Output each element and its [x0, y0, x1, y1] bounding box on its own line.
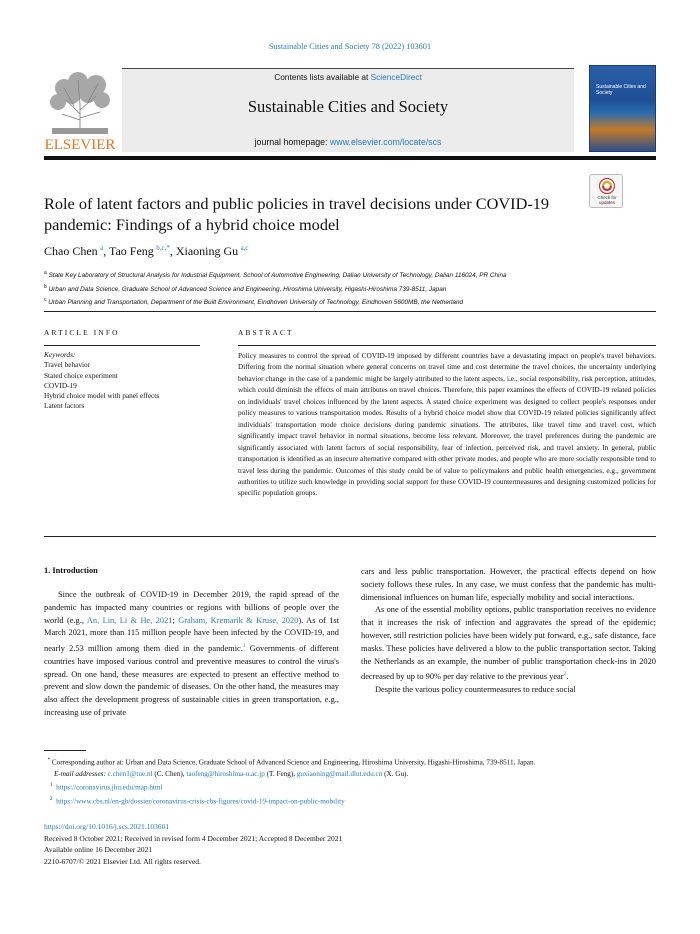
keyword-item: COVID-19 [44, 380, 77, 390]
contents-line [122, 72, 574, 82]
abstract-heading: ABSTRACT [238, 328, 294, 337]
affiliation-mark: c [44, 297, 47, 304]
author-list: Chao Chen $^a$, Tao Feng $^{b,c,*}$, Xiaoning Gu $^{a,c}$ [44, 244, 249, 258]
email-link[interactable]: c.chen1@tue.nl [107, 769, 153, 778]
paragraph-text: Since the outbreak of COVID-19 in December 2019, the rapid spread of the pandemic has impacted many countries or regions with billions of people over the world (e.g., [44, 590, 339, 625]
keyword-item: Hybrid choice model with panel effects [44, 391, 160, 401]
keyword-item: Travel behavior [44, 360, 91, 370]
affiliation-text: Urban and Data Science, Graduate School of Advanced Science and Engineering, Hiroshima University, Higashi-Hiroshima 739-8511, Japan [48, 285, 447, 293]
citation-link[interactable]: Graham, Kremarik & Kruse, 2020 [178, 615, 299, 625]
footnote-ref[interactable]: 2 [563, 671, 567, 678]
affiliation-line [44, 295, 656, 309]
paragraph-text: Governments of different countries have imposed various control and preventive measures to control the virus's spread. On one hand, these measures are expected to present an effective method to prevent and slow down the pandemic of diseases. On the other hand, the measures may also affect the development progress of sustainable cities in green transportation, e.g., increasing use of private [44, 643, 339, 717]
citation-link[interactable]: An, Lin, Li & He, 2021 [86, 615, 173, 625]
divider [238, 345, 656, 346]
paragraph [361, 604, 656, 684]
divider [44, 536, 656, 537]
footnote-rule [44, 750, 86, 751]
footnote-url-link[interactable]: https://www.cbs.nl/en-gb/dossier/coronavirus-crisis-cbs-figures/covid-19-impact-on-public-mobility [56, 797, 345, 806]
affiliation-text: Urban Planning and Transportation, Department of the Built Environment, Eindhoven University of Technology, Eindhoven 5600MB, the Netherland [48, 299, 464, 307]
affiliation-line [44, 268, 656, 282]
cover-title: Sustainable Cities and Society [596, 84, 646, 96]
doi-link[interactable]: https://doi.org/10.1016/j.scs.2021.103601 [44, 822, 170, 831]
journal-homepage-link[interactable]: www.elsevier.com/locate/scs [329, 137, 442, 147]
footnote-2 [44, 794, 656, 808]
asterisk-mark: * [47, 758, 51, 763]
contents-prefix: Contents lists available at [274, 72, 369, 82]
author-name[interactable]: Tao Feng [108, 244, 154, 258]
paragraph: cars and less public transportation. However, the practical effects depend on how society follows these rules. In any case, we must confess that the pandemic has multi-dimensional influences on human life, especially mobility and social interactions. [361, 567, 656, 602]
author-affiliation-mark[interactable]: a [100, 244, 104, 252]
paragraph: Despite the various policy countermeasures to reduce social [375, 684, 576, 694]
footnotes [44, 755, 656, 807]
section-heading-introduction: 1. Introduction [44, 566, 98, 575]
paragraph-text: . [566, 672, 569, 682]
check-updates-label: Check for updates [597, 195, 617, 205]
footnote-text: Corresponding author at: Urban and Data Science, Graduate School of Advanced Science and Engineering, Hiroshima University, Higashi-Hiroshima, 739-8511, Japan. [51, 758, 536, 767]
check-for-updates-button[interactable] [589, 174, 623, 208]
body-column-left [44, 589, 339, 720]
body-column-right [361, 566, 656, 697]
email-owner: (X. Gu). [382, 769, 409, 778]
footnote-ref[interactable]: 1 [242, 643, 246, 650]
received-dates: Received 8 October 2021; Received in revised form 4 December 2021; Accepted 8 December 2021 [44, 833, 343, 843]
elsevier-logo [44, 70, 116, 152]
email-link[interactable]: guxiaoning@mail.dlut.edu.cn [296, 769, 383, 778]
journal-reference-link[interactable]: Sustainable Cities and Society 78 (2022) 103601 [268, 42, 432, 51]
author-name[interactable]: Xiaoning Gu [175, 244, 239, 258]
homepage-prefix: journal homepage: [254, 137, 328, 147]
header-rule [44, 156, 656, 160]
sciencedirect-link[interactable]: ScienceDirect [370, 72, 422, 82]
keywords-label: Keywords: [44, 350, 76, 359]
affiliations [44, 268, 656, 309]
copyright: 2210-6707/© 2021 Elsevier Ltd. All rights reserved. [44, 856, 201, 866]
homepage-line [122, 137, 574, 147]
email-label: E-mail addresses: [54, 769, 106, 778]
paragraph-text: ). As of 1st March 2021, more than 115 million people have been infected by the COVID-19, and nearly 2.53 million among them died in the pandemic. [44, 615, 340, 653]
divider [44, 345, 200, 346]
footnote-mark: 1 [50, 782, 53, 788]
paragraph-text: ; [172, 615, 179, 625]
abstract-text: Policy measures to control the spread of COVID-19 imposed by different countries have a devastating impact on people's travel behaviors. Differing from the normal situation where general concerns on travel time and cost determine the travel choices, the uncertainty underlying behavior change in the case of a pandemic might be largely attributed to the latent aspects, i.e., social responsibility, risk perception, attitudes, which could diminish the effects of main attributes on travel choices. Therefore, this paper examines the effects of COVID-19 related policies on individuals' travel choices influenced by the latent aspects. A stated choice experiment was designed to collect people's responses under policy measures to various transportation modes. Results of a hybrid choice model show that COVID-19 related policies significantly affect individuals' transportation mode choice decisions during pandemic situations. The attributes, like travel time and travel cost, which significantly impact travel behavior in normal situations, become less relevant. Moreover, the travel preferences during the pandemic are significantly associated with latent factors of social responsibility, fear of infection, perceived risk, and travel anxiety. In general, public transportation is identified as an insecure alternative compared with other private modes, and people who are more socially responsible tend to travel less during the pandemic. Outcomes of this study could be of value to policymakers and public health emergencies, e.g., government authorities to utilize such knowledge in providing social support for these COVID-19 countermeasures and designing customized policies for specific population groups. [238, 351, 656, 498]
footnote-corresponding [44, 755, 656, 769]
author-name[interactable]: Chao Chen [44, 244, 98, 258]
email-link[interactable]: taofeng@hiroshima-u.ac.jp [186, 769, 265, 778]
paragraph [44, 589, 339, 720]
footnote-1 [44, 780, 656, 794]
author-affiliation-mark[interactable]: a,c [240, 244, 249, 252]
article-info-heading: ARTICLE INFO [44, 328, 120, 337]
available-online: Available online 16 December 2021 [44, 845, 153, 854]
check-updates-icon [599, 178, 615, 194]
author-affiliation-mark[interactable]: b,c,* [156, 244, 170, 252]
footnote-emails [44, 769, 656, 780]
elsevier-wordmark: ELSEVIER [44, 137, 116, 152]
email-owner: (C. Chen), [152, 769, 187, 778]
keywords-list [44, 350, 214, 412]
affiliation-mark: b [44, 283, 47, 290]
email-owner: (T. Feng), [264, 769, 297, 778]
footnote-url-link[interactable]: https://coronavirus.jhu.edu/map.html [56, 783, 163, 792]
keyword-item: Latent factors [44, 401, 85, 411]
journal-title: Sustainable Cities and Society [247, 97, 449, 116]
article-title: Role of latent factors and public policies in travel decisions under COVID-19 pandemic: Findings of a hybrid choice model [44, 194, 550, 234]
affiliation-text: State Key Laboratory of Structural Analysis for Industrial Equipment, School of Automotive Engineering, Dalian University of Technology, Dalian 116024, PR China [48, 272, 507, 280]
journal-cover-image [589, 65, 656, 152]
paragraph-text: As one of the essential mobility options, public transportation receives no evidence that it increases the risk of infection and aggravates the spread of the epidemic; however, still restriction policies have been widely put forward, e.g., safe distance, face masks. These policies have delivered a blow to the public transportation sector. Taking the Netherlands as an example, the number of public transportation check-ins in 2020 decreased by up to 90% per day relative to the previous year [361, 605, 656, 682]
publication-info [44, 821, 342, 867]
affiliation-mark: a [44, 270, 47, 276]
affiliation-line [44, 282, 656, 296]
footnote-mark: 2 [50, 796, 53, 802]
divider [44, 311, 656, 312]
keyword-item: Stated choice experiment [44, 370, 118, 380]
